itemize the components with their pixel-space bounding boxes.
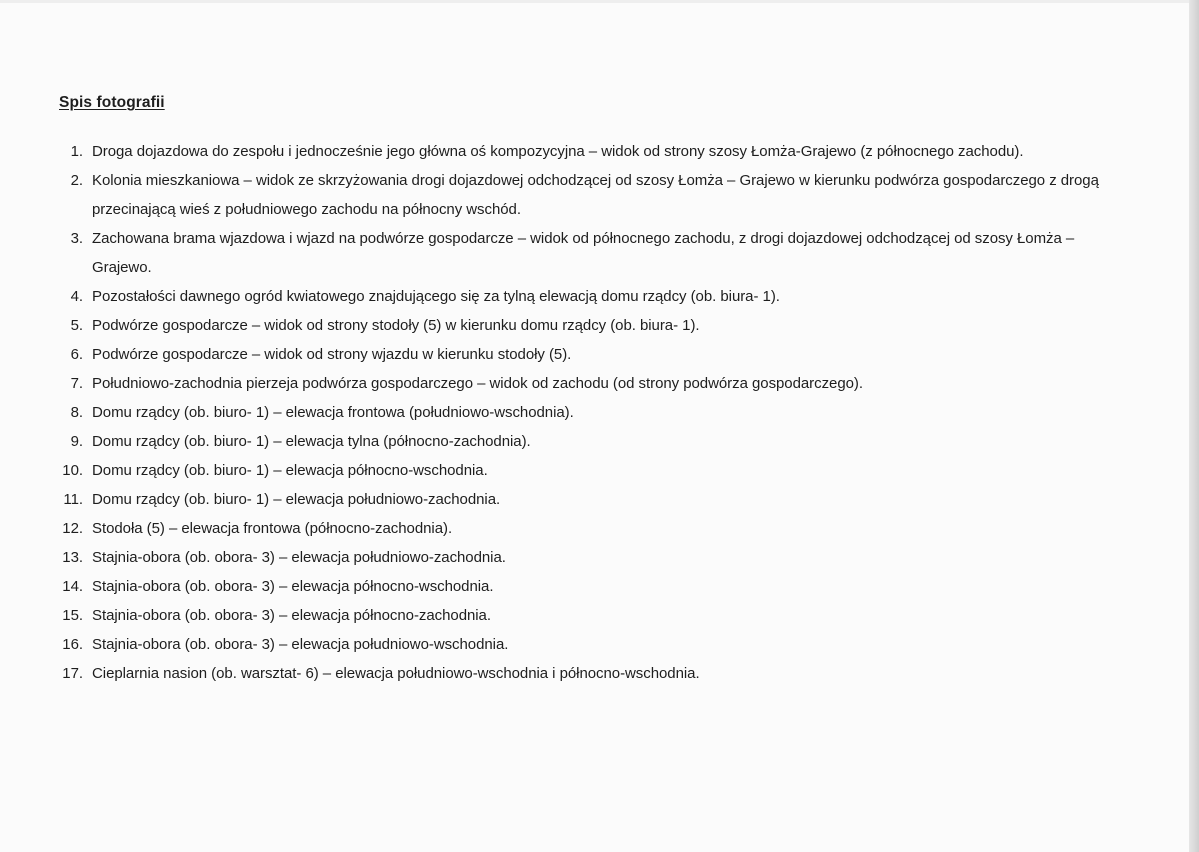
item-number: 5.: [70, 317, 83, 334]
item-number: 8.: [70, 404, 83, 421]
list-item: [53, 224, 1133, 282]
item-text: Zachowana brama wjazdowa i wjazd na podwórze gospodarcze – widok od północnego zachodu, z drogi dojazdowej odchodzącej od szosy Łomża – Grajewo.: [92, 230, 1075, 276]
list-item: [53, 601, 1133, 630]
item-number: 2.: [70, 172, 83, 189]
item-text: Domu rządcy (ob. biuro- 1) – elewacja tylna (północno-zachodnia).: [92, 433, 531, 450]
item-text: Cieplarnia nasion (ob. warsztat- 6) – elewacja południowo-wschodnia i północno-wschodnia.: [92, 665, 700, 682]
list-item: [53, 166, 1133, 224]
item-text: Podwórze gospodarcze – widok od strony wjazdu w kierunku stodoły (5).: [92, 346, 572, 363]
item-number: 4.: [70, 288, 83, 305]
item-text: Stodoła (5) – elewacja frontowa (północno-zachodnia).: [92, 520, 453, 537]
scan-top-edge: [0, 0, 1199, 3]
list-item: [53, 572, 1133, 601]
item-text: Kolonia mieszkaniowa – widok ze skrzyżowania drogi dojazdowej odchodzącej od szosy Łomża – Grajewo w kierunku podwórza gospodarczego z drogą przecinającą wieś z południowego zachodu na północny wschód.: [92, 172, 1099, 218]
item-number: 6.: [70, 346, 83, 363]
item-text: Domu rządcy (ob. biuro- 1) – elewacja południowo-zachodnia.: [92, 491, 501, 508]
item-text: Stajnia-obora (ob. obora- 3) – elewacja północno-wschodnia.: [92, 578, 494, 595]
item-text: Droga dojazdowa do zespołu i jednocześnie jego główna oś kompozycyjna – widok od strony szosy Łomża-Grajewo (z północnego zachodu).: [92, 143, 1024, 160]
list-item: [53, 456, 1133, 485]
item-number: 1.: [70, 143, 83, 160]
document-title: Spis fotografii: [59, 94, 165, 111]
item-number: 15.: [62, 607, 83, 624]
item-text: Stajnia-obora (ob. obora- 3) – elewacja południowo-wschodnia.: [92, 636, 509, 653]
list-item: [53, 282, 1133, 311]
item-number: 11.: [63, 491, 83, 508]
item-text: Domu rządcy (ob. biuro- 1) – elewacja frontowa (południowo-wschodnia).: [92, 404, 574, 421]
item-text: Stajnia-obora (ob. obora- 3) – elewacja południowo-zachodnia.: [92, 549, 506, 566]
item-text: Podwórze gospodarcze – widok od strony stodoły (5) w kierunku domu rządcy (ob. biura- 1).: [92, 317, 700, 334]
item-number: 17.: [62, 665, 83, 682]
item-number: 12.: [62, 520, 83, 537]
scan-right-edge: [1189, 0, 1199, 852]
list-item: [53, 137, 1133, 166]
item-text: Domu rządcy (ob. biuro- 1) – elewacja północno-wschodnia.: [92, 462, 488, 479]
item-number: 16.: [62, 636, 83, 653]
item-text: Pozostałości dawnego ogród kwiatowego znajdującego się za tylną elewacją domu rządcy (ob. biura- 1).: [92, 288, 780, 305]
list-item: [53, 659, 1133, 688]
list-item: [53, 543, 1133, 572]
item-number: 3.: [70, 230, 83, 247]
item-text: Południowo-zachodnia pierzeja podwórza gospodarczego – widok od zachodu (od strony podwórza gospodarczego).: [92, 375, 863, 392]
list-item: [53, 427, 1133, 456]
item-number: 7.: [70, 375, 83, 392]
list-item: [53, 311, 1133, 340]
list-item: [53, 485, 1133, 514]
list-item: [53, 369, 1133, 398]
item-text: Stajnia-obora (ob. obora- 3) – elewacja północno-zachodnia.: [92, 607, 491, 624]
item-number: 14.: [62, 578, 83, 595]
list-item: [53, 340, 1133, 369]
item-number: 10.: [62, 462, 83, 479]
item-number: 13.: [62, 549, 83, 566]
list-item: [53, 398, 1133, 427]
list-item: [53, 630, 1133, 659]
photo-list: [53, 137, 1133, 688]
list-item: [53, 514, 1133, 543]
item-number: 9.: [70, 433, 83, 450]
